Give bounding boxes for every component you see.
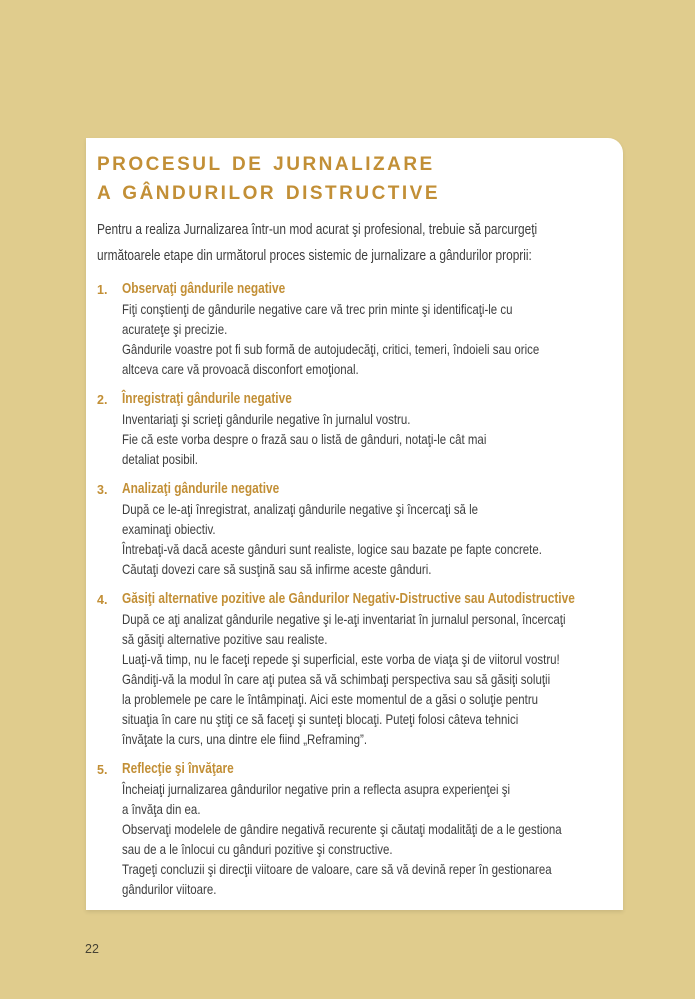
step-text-line: Fiţi conştienţi de gândurile negative care vă trec prin minte şi identificaţi-le cu <box>122 301 513 317</box>
step-text-line: detaliat posibil. <box>122 451 198 467</box>
step-text-line: Luaţi-vă timp, nu le faceţi repede şi superficial, este vorba de viaţa şi de viitorul vostru! <box>122 651 560 667</box>
step-item-1 <box>97 279 615 379</box>
step-content <box>122 589 615 749</box>
step-text-line: altceva care vă provoacă disconfort emoţional. <box>122 361 359 377</box>
step-text-line: Întrebaţi-vă dacă aceste gânduri sunt realiste, logice sau bazate pe fapte concrete. <box>122 541 542 557</box>
step-text-line: să găsiţi alternative pozitive sau realiste. <box>122 631 328 647</box>
step-text-line: Fie că este vorba despre o frază sau o listă de gânduri, notaţi-le cât mai <box>122 431 487 447</box>
step-number: 4. <box>97 593 108 607</box>
step-text-line: Observaţi modelele de gândire negativă recurente şi căutaţi modalităţi de a le gestiona <box>122 821 562 837</box>
step-text-line: Căutaţi dovezi care să susţină sau să infirme aceste gânduri. <box>122 561 432 577</box>
step-text-line: Trageţi concluzii şi direcţii viitoare de valoare, care să vă devină reper în gestionarea <box>122 861 552 877</box>
step-item-5 <box>97 759 615 899</box>
step-content <box>122 759 615 899</box>
content-card <box>86 138 623 910</box>
step-text-line: Gândurile voastre pot fi sub formă de autojudecăţi, critici, temeri, îndoieli sau orice <box>122 341 540 357</box>
step-text-line: examinaţi obiectiv. <box>122 521 216 537</box>
step-number: 1. <box>97 283 108 297</box>
step-text-line: Inventariaţi şi scrieţi gândurile negative în jurnalul vostru. <box>122 411 411 427</box>
page-title-line-2: A GÂNDURILOR DISTRUCTIVE <box>97 183 441 204</box>
step-text-line: la problemele pe care le întâmpinaţi. Aici este momentul de a găsi o soluţie pentru <box>122 691 539 707</box>
step-text-line: Încheiaţi jurnalizarea gândurilor negative prin a reflecta asupra experienţei şi <box>122 781 511 797</box>
step-heading: Analizaţi gândurile negative <box>122 481 280 497</box>
step-text-line: Gândiţi-vă la modul în care aţi putea să vă schimbaţi perspectiva sau să găsiţi soluţii <box>122 671 551 687</box>
steps-list <box>97 279 615 899</box>
page-title <box>97 150 615 208</box>
intro-line: Pentru a realiza Jurnalizarea într-un mod acurat şi profesional, trebuie să parcurgeţi <box>97 222 538 238</box>
step-item-3 <box>97 479 615 579</box>
step-heading: Reflecţie şi învăţare <box>122 761 234 777</box>
intro-paragraph <box>97 217 615 269</box>
step-number: 2. <box>97 393 108 407</box>
step-text-line: a învăţa din ea. <box>122 801 201 817</box>
step-text-line: sau de a le înlocui cu gânduri pozitive şi constructive. <box>122 841 393 857</box>
step-text-line: situaţia în care nu ştiţi ce să faceţi şi sunteţi blocaţi. Puteţi folosi câteva tehnici <box>122 711 519 727</box>
step-text-line: După ce aţi analizat gândurile negative şi le-aţi inventariat în jurnalul personal, încercaţi <box>122 611 566 627</box>
step-content <box>122 279 615 379</box>
step-text-line: învăţate la curs, una dintre ele fiind „Reframing”. <box>122 731 368 747</box>
intro-line: următoarele etape din următorul proces sistemic de jurnalizare a gândurilor proprii: <box>97 248 532 264</box>
step-heading: Înregistraţi gândurile negative <box>122 391 292 407</box>
page-number: 22 <box>85 942 99 956</box>
step-heading: Găsiţi alternative pozitive ale Gândurilor Negativ-Distructive sau Autodistructive <box>122 591 575 607</box>
step-item-4 <box>97 589 615 749</box>
step-text-line: acurateţe şi precizie. <box>122 321 228 337</box>
step-text-line: gândurilor viitoare. <box>122 881 217 897</box>
step-heading: Observaţi gândurile negative <box>122 281 286 297</box>
step-number: 3. <box>97 483 108 497</box>
step-content <box>122 479 615 579</box>
page-title-line-1: PROCESUL DE JURNALIZARE <box>97 154 435 175</box>
step-number: 5. <box>97 763 108 777</box>
step-text-line: După ce le-aţi înregistrat, analizaţi gândurile negative şi încercaţi să le <box>122 501 479 517</box>
step-item-2 <box>97 389 615 469</box>
step-content <box>122 389 615 469</box>
